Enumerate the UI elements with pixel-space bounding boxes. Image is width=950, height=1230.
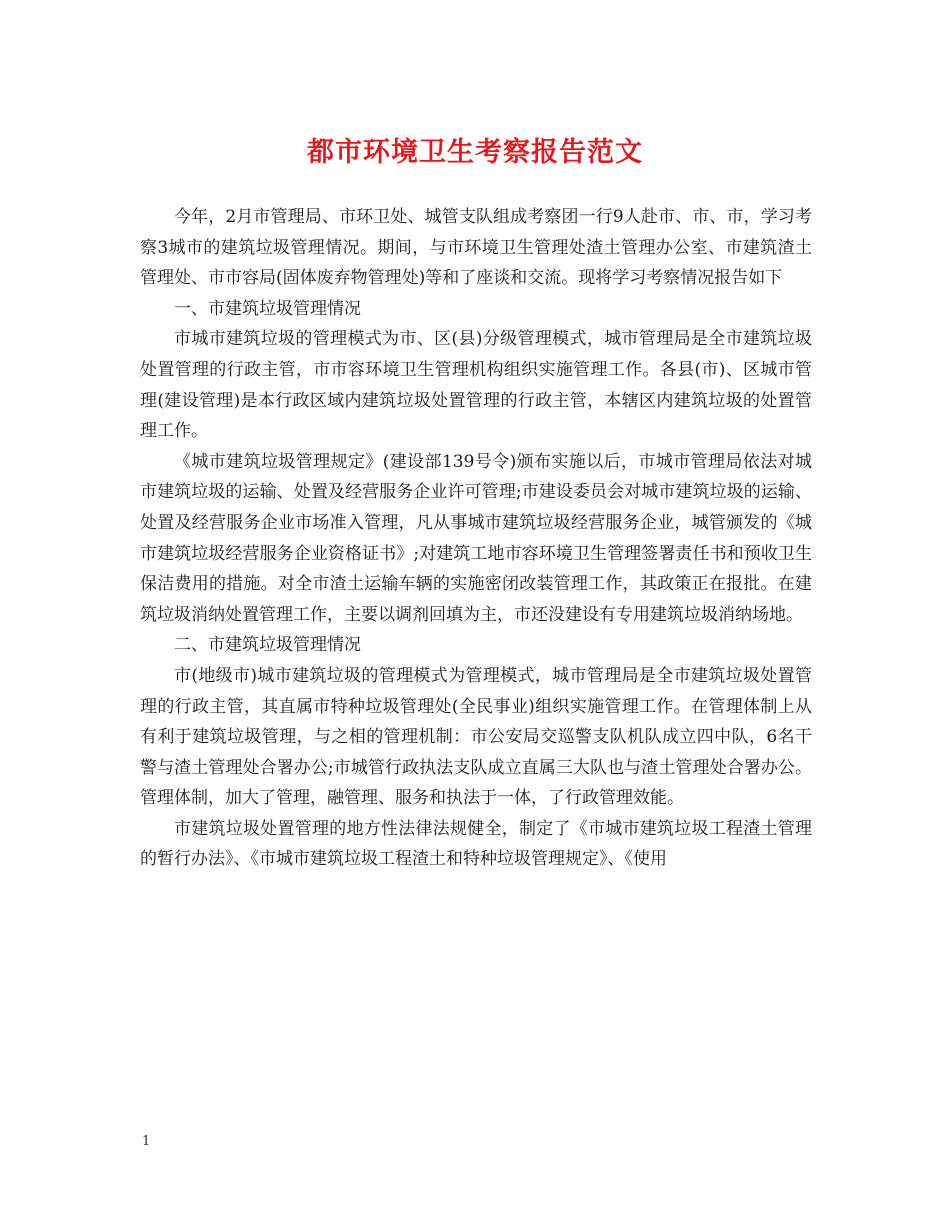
paragraph: 市(地级市)城市建筑垃圾的管理模式为管理模式，城市管理局是全市建筑垃圾处置管理的行政主管，其直属市特种垃圾管理处(全民事业)组织实施管理工作。在管理体制上从有利于建筑垃圾管理，与之相的管理机制：市公安局交巡警支队机队成立四中队，6名干警与渣土管理处合署办公;市城管行政执法支队成立直属三大队也与渣土管理处合署办公。管理体制，加大了管理，融管理、服务和执法于一体，了行政管理效能。 xyxy=(140,665,812,809)
document-body xyxy=(140,202,812,875)
section-heading-1: 一、市建筑垃圾管理情况 xyxy=(174,298,361,319)
section-heading-2: 二、市建筑垃圾管理情况 xyxy=(174,635,361,656)
paragraph: 《城市建筑垃圾管理规定》(建设部139号令)颁布实施以后，市城市管理局依法对城市建筑垃圾的运输、处置及经营服务企业许可管理;市建设委员会对城市建筑垃圾的运输、处置及经营服务企业市场准入管理，凡从事城市建筑垃圾经营服务企业，城管颁发的《城市建筑垃圾经营服务企业资格证书》;对建筑工地市容环境卫生管理签署责任书和预收卫生保洁费用的措施。对全市渣土运输车辆的实施密闭改装管理工作，其政策正在报批。在建筑垃圾消纳处置管理工作，主要以调剂回填为主，市还没建设有专用建筑垃圾消纳场地。 xyxy=(140,451,812,625)
paragraph-intro: 今年，2月市管理局、市环卫处、城管支队组成考察团一行9人赴市、市、市，学习考察3城市的建筑垃圾管理情况。期间，与市环境卫生管理处渣土管理办公室、市建筑渣土管理处、市市容局(固体废弃物管理处)等和了座谈和交流。现将学习考察情况报告如下 xyxy=(140,207,812,289)
paragraph: 市建筑垃圾处置管理的地方性法律法规健全，制定了《市城市建筑垃圾工程渣土管理的暂行办法》、《市城市建筑垃圾工程渣土和特种垃圾管理规定》、《使用 xyxy=(140,818,812,870)
page-number: 1 xyxy=(142,1134,151,1149)
paragraph: 市城市建筑垃圾的管理模式为市、区(县)分级管理模式，城市管理局是全市建筑垃圾处置管理的行政主管，市市容环境卫生管理机构组织实施管理工作。各县(市)、区城市管理(建设管理)是本行政区域内建筑垃圾处置管理的行政主管，本辖区内建筑垃圾的处置管理工作。 xyxy=(140,329,812,442)
document-title: 都市环境卫生考察报告范文 xyxy=(307,137,643,168)
